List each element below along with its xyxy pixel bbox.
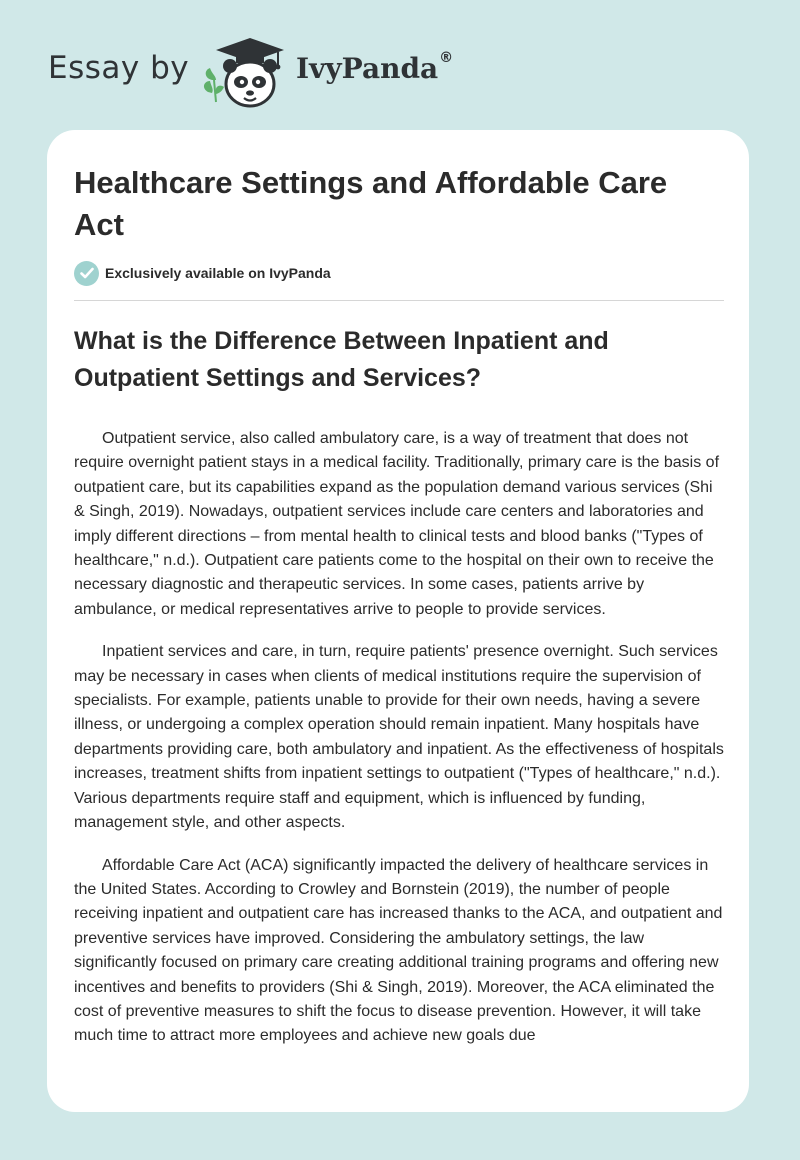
brand-name[interactable]: IvyPanda® <box>296 50 454 85</box>
paragraph: Outpatient service, also called ambulatory care, is a way of treatment that does not require overnight patient stays in a medical facility. Traditionally, primary care is the basis of outpatient care, but its capabilities expand as the population demand various services (Shi & Singh, 2019). Nowadays, outpatient services include care centers and laboratories and imply different directions – from mental health to clinical tests and blood banks ("Types of healthcare," n.d.). Outpatient care patients come to the hospital on their own to receive the necessary diagnostic and therapeutic services. In some cases, patients arrive by ambulance, or medical representatives arrive to people to provide services. <box>74 430 720 618</box>
divider <box>74 300 724 301</box>
leaf-icon <box>204 68 224 102</box>
check-circle-icon <box>74 261 99 286</box>
site-header <box>48 34 548 114</box>
section-heading: What is the Difference Between Inpatient and Outpatient Settings and Services? <box>74 327 609 392</box>
panda-logo-icon[interactable] <box>202 34 290 110</box>
registered-mark: ® <box>439 50 454 66</box>
article-card <box>47 130 749 1112</box>
page-title: Healthcare Settings and Affordable Care Act <box>74 165 668 242</box>
exclusive-label: Exclusively available on IvyPanda <box>105 265 331 281</box>
exclusive-badge <box>74 260 724 286</box>
paragraph: Affordable Care Act (ACA) significantly impacted the delivery of healthcare services in the United States. According to Crowley and Bornstein (2019), the number of people receiving inpatient and outpatient care has increased thanks to the ACA, and outpatient and preventive services have improved. Considering the ambulatory settings, the law significantly focused on primary care creating additional training programs and offering new incentives and benefits to providers (Shi & Singh, 2019). Moreover, the ACA eliminated the cost of preventive measures to shift the focus to disease prevention. However, it will take much time to attract more employees and achieve new goals due <box>74 856 723 1045</box>
paragraph: Inpatient services and care, in turn, require patients' presence overnight. Such services may be necessary in cases when clients of medical institutions require the supervision of specialists. For example, patients unable to provide for their own needs, having a severe illness, or undergoing a complex operation should remain inpatient. Many hospitals have departments providing care, both ambulatory and inpatient. As the effectiveness of hospitals increases, treatment shifts from inpatient settings to outpatient ("Types of healthcare," n.d.). Various departments require staff and equipment, which is influenced by funding, management style, and other aspects. <box>74 643 724 832</box>
brand-prefix: Essay by <box>48 50 190 86</box>
